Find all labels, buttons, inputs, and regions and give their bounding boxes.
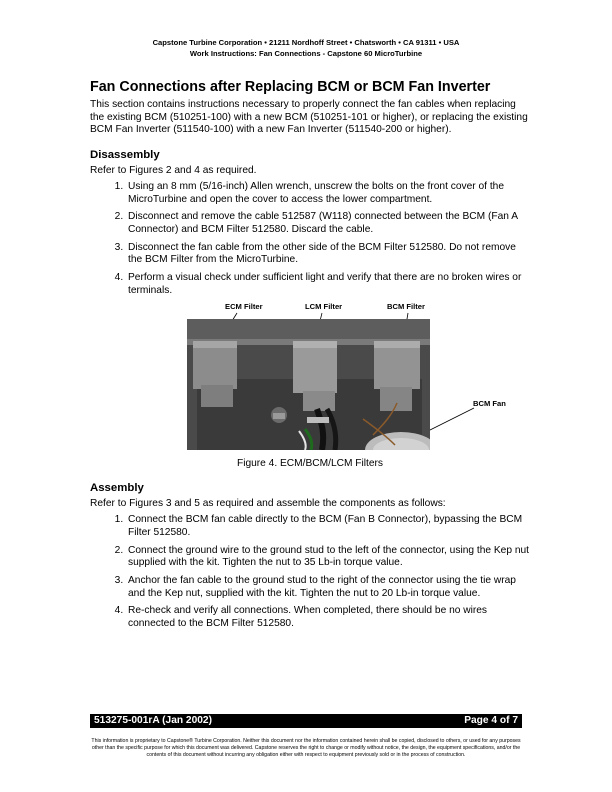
disassembly-steps	[90, 181, 530, 298]
header-doc-title: Work Instructions: Fan Connections - Capstone 60 MicroTurbine	[189, 49, 423, 58]
label-ecm-filter: ECM Filter	[225, 302, 263, 312]
assembly-steps	[90, 514, 530, 631]
footer-bar	[90, 714, 522, 728]
assembly-heading: Assembly	[90, 482, 144, 495]
disassembly-lead: Refer to Figures 2 and 4 as required.	[90, 165, 257, 177]
header-address: Capstone Turbine Corporation • 21211 Nordhoff Street • Chatsworth • CA 91311 • USA	[152, 38, 460, 47]
figure-4	[90, 302, 530, 452]
list-item: 1. Using an 8 mm (5/16-inch) Allen wrench, unscrew the bolts on the front cover of the MicroTurbine and open the cover to access the lower compartment.	[126, 181, 530, 206]
list-item: 2. Disconnect and remove the cable 512587 (W118) connected between the BCM (Fan A Connector) and BCM Filter 512580. Discard the cable.	[126, 211, 530, 236]
list-item: 1. Connect the BCM fan cable directly to the BCM (Fan B Connector), bypassing the BCM Filter 512580.	[126, 514, 530, 539]
label-bcm-filter: BCM Filter	[387, 302, 425, 312]
section-title: Fan Connections after Replacing BCM or BCM Fan Inverter	[90, 79, 491, 95]
list-item: 3. Disconnect the fan cable from the other side of the BCM Filter 512580. Do not remove the BCM Filter from the MicroTurbine.	[126, 242, 530, 267]
list-item: 3. Anchor the fan cable to the ground stud to the right of the connector using the tie wrap and the Kep nut, supplied with the kit. Tighten the nut to 20 Lb-in torque value.	[126, 575, 530, 600]
page-number: Page 4 of 7	[464, 715, 518, 726]
figure-caption: Figure 4. ECM/BCM/LCM Filters	[236, 458, 384, 470]
disassembly-heading: Disassembly	[90, 149, 160, 162]
photo-svg	[187, 319, 430, 450]
proprietary-disclaimer: This information is proprietary to Capstone® Turbine Corporation. Neither this document nor the information contained herein shall be copied, disclosed to others, or used for any purposes other than the specific purpose for which this document was delivered. Capstone reserves the right to change or modify without notice, the design, the equipment specifications, and/or the contents of this document without incurring any obligation either with respect to equipment previously sold or in the process of construction.	[91, 738, 521, 758]
main-content	[90, 78, 530, 636]
list-item: 4. Perform a visual check under sufficient light and verify that there are no broken wires or terminals.	[126, 272, 530, 297]
doc-number: 513275-001rA (Jan 2002)	[94, 715, 212, 726]
label-lcm-filter: LCM Filter	[305, 302, 343, 312]
filters-photo	[187, 319, 430, 450]
list-item: 4. Re-check and verify all connections. When completed, there should be no wires connected to the BCM Filter 512580.	[126, 605, 530, 630]
page-header	[0, 37, 612, 59]
label-bcm-fan: BCM Fan	[473, 399, 506, 409]
assembly-lead: Refer to Figures 3 and 5 as required and assemble the components as follows:	[90, 498, 446, 510]
intro-paragraph: This section contains instructions necessary to properly connect the fan cables when replacing the existing BCM (510251-100) with a new BCM (510251-101 or higher), or replacing the existing BCM Fan Inverter (511540-100) with a new Fan Inverter (511540-200 or higher).	[90, 99, 528, 136]
list-item: 2. Connect the ground wire to the ground stud to the left of the connector, using the Kep nut supplied with the kit. Tighten the nut to 35 Lb-in torque value.	[126, 545, 530, 570]
